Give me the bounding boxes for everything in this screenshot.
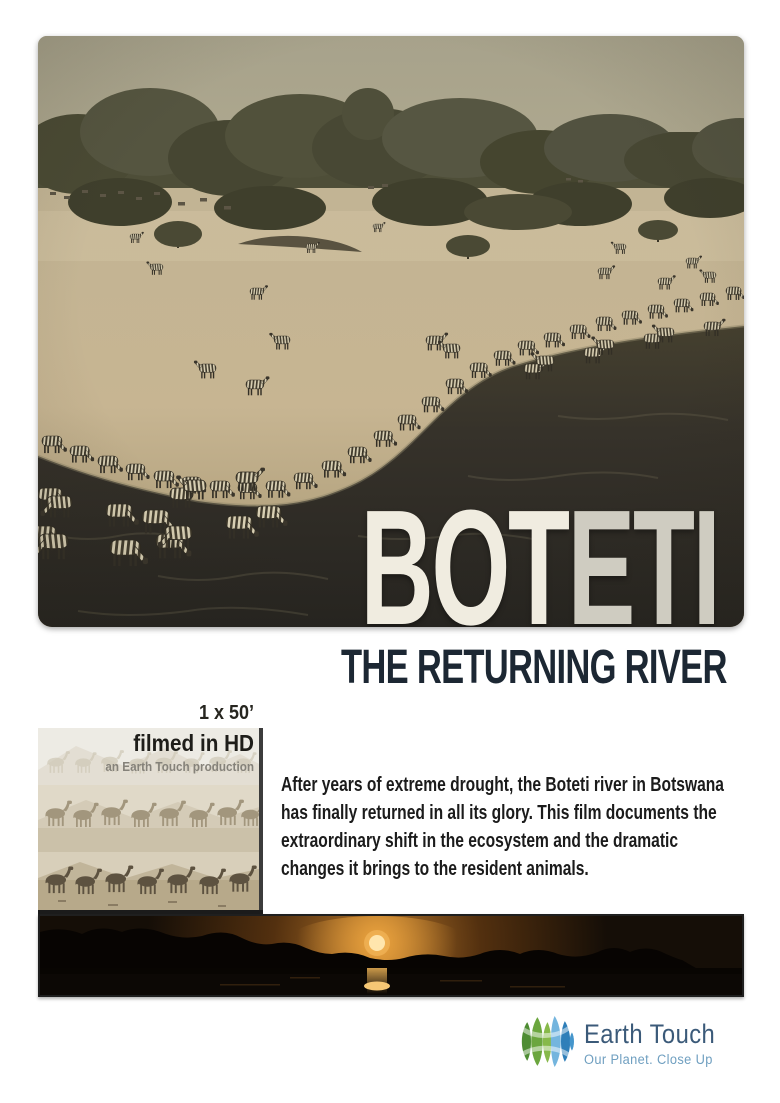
sun [369,935,385,951]
synopsis-line: extraordinary shift in the ecosystem and the dramatic [281,830,679,852]
sunset-banner [38,914,744,997]
synopsis-line: After years of extreme drought, the Boteti river in Botswana [281,774,724,796]
film-title [360,476,718,627]
sunset-over-river-illustration [40,916,742,995]
hero-photo [38,36,744,627]
synopsis-line: changes it brings to the resident animals. [281,858,589,880]
brand-tagline: Our Planet. Close Up [584,1052,713,1067]
specs-block [38,702,254,774]
spec-duration: 1 x 50’ [198,702,254,724]
sun-reflection [364,982,390,991]
spec-production: an Earth Touch production [105,759,254,774]
synopsis-line: has finally returned in all its glory. This film documents the [281,802,717,824]
earth-touch-logo [518,1013,733,1070]
earth-touch-globe-icon [518,1013,575,1070]
spec-format: filmed in HD [133,730,254,756]
film-title-primary: BOT [360,476,568,627]
brand-text-block [584,1013,733,1067]
film-subtitle: THE RETURNING RIVER [341,641,727,694]
brand-name: Earth Touch [584,1019,716,1049]
synopsis-paragraph [281,771,780,883]
film-title-secondary: ETI [567,476,718,627]
